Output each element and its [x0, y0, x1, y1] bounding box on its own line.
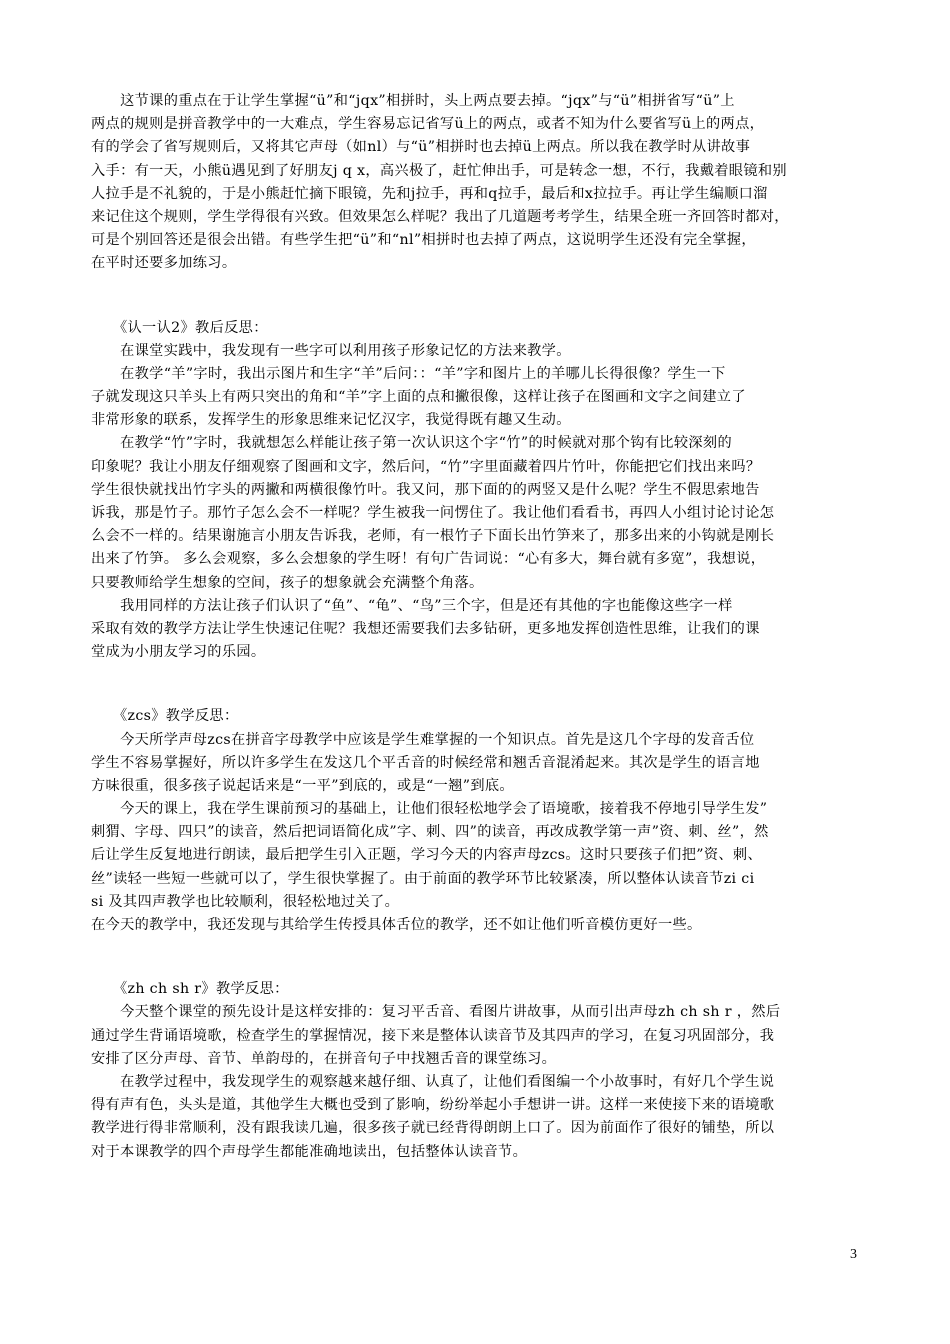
paragraph-line: 后让学生反复地进行朗读，最后把学生引入正题，学习今天的内容声母zcs。这时只要孩子们把”资、刺、 [91, 847, 763, 864]
document-body [91, 90, 881, 1164]
paragraph-line: 通过学生背诵语境歌，检查学生的掌握情况，接下来是整体认读音节及其四声的学习，在复习巩固部分，我 [91, 1027, 775, 1044]
paragraph-line: 在教学过程中，我发现学生的观察越来越仔细、认真了，让他们看图编一个小故事时，有好几个学生说 [91, 1073, 775, 1090]
paragraph-line: 这节课的重点在于让学生掌握“ü”和“jqx”相拼时，头上两点要去掉。“jqx”与“ü”相拼省写“ü”上 [91, 93, 735, 109]
paragraph-line: 只要教师给学生想象的空间，孩子的想象就会充满整个角落。 [91, 574, 484, 591]
paragraph-line: 印象呢？我让小朋友仔细观察了图画和文字，然后问，“竹”字里面藏着四片竹叶，你能把它们找出来吗？ [91, 458, 761, 475]
paragraph-line: 刺猬、字母、四只”的读音，然后把词语简化成”字、刺、四”的读音，再改成教学第一声”资、刺、丝”，然 [91, 824, 769, 841]
paragraph-line: 入手：有一天，小熊ü遇见到了好朋友j q x，高兴极了，赶忙伸出手，可是转念一想，不行，我戴着眼镜和别 [91, 162, 787, 179]
paragraph-line: 学生不容易掌握好，所以许多学生在发这几个平舌音的时候经常和翘舌音混淆起来。其次是学生的语言地 [91, 754, 760, 771]
section-heading: 《认一认2》教后反思： [91, 319, 268, 336]
paragraph-line: 在今天的教学中，我还发现与其给学生传授具体舌位的教学，还不如让他们听音模仿更好一些。 [91, 917, 702, 933]
paragraph-line: 今天的课上，我在学生课前预习的基础上，让他们很轻松地学会了语境歌，接着我不停地引导学生发” [91, 801, 768, 818]
section-zcs-reflection [91, 705, 881, 937]
section-heading: 《zcs》教学反思： [91, 708, 239, 725]
paragraph-line: 非常形象的联系，发挥学生的形象思维来记忆汉字，我觉得既有趣又生动。 [91, 412, 571, 429]
section-ü-reflection [91, 90, 881, 276]
paragraph-line: 安排了区分声母、音节、单韵母的，在拼音句子中找翘舌音的课堂练习。 [91, 1050, 557, 1067]
paragraph-line: 两点的规则是拼音教学中的一大难点，学生容易忘记省写ü上的两点，或者不知为什么要省写ü上的两点， [91, 116, 765, 133]
paragraph-line: 方味很重，很多孩子说起话来是“一平”到底的，或是“一翘”到底。 [91, 777, 514, 794]
paragraph-line: 么会不一样的。结果谢施言小朋友告诉我，老师，有一根竹子下面长出竹笋来了，那多出来的小钩就是刚长 [91, 528, 775, 545]
paragraph-line: 丝”读轻一些短一些就可以了，学生很快掌握了。由于前面的教学环节比较紧凑，所以整体认读音节zi ci [91, 870, 755, 887]
paragraph-line: 可是个别回答还是很会出错。有些学生把“ü”和“nl”相拼时也去掉了两点，这说明学生还没有完全掌握， [91, 232, 756, 249]
paragraph-line: 在教学“竹”字时，我就想怎么样能让孩子第一次认识这个字“竹”的时候就对那个钩有比较深刻的 [91, 435, 732, 452]
paragraph-line: 堂成为小朋友学习的乐园。 [91, 644, 266, 661]
section-renyiren2-reflection [91, 317, 881, 665]
section-zhchshr-reflection [91, 978, 881, 1164]
paragraph-line: 出来了竹笋。 多么会观察，多么会想象的学生呀！有句广告词说：“心有多大，舞台就有多宽”，我想说， [91, 551, 766, 568]
paragraph-line: 教学进行得非常顺利，没有跟我读几遍，很多孩子就已经背得朗朗上口了。因为前面作了很好的铺垫，所以 [91, 1120, 775, 1137]
paragraph-line: 对于本课教学的四个声母学生都能准确地读出，包括整体认读音节。 [91, 1143, 528, 1160]
paragraph-line: 在教学“羊”字时，我出示图片和生字“羊”后问：：“羊”字和图片上的羊哪儿长得很像？学生一下 [91, 365, 726, 382]
paragraph-line: 在课堂实践中，我发现有一些字可以利用孩子形象记忆的方法来教学。 [91, 342, 571, 359]
page-number: 3 [850, 1247, 857, 1262]
paragraph-line: 得有声有色，头头是道，其他学生大概也受到了影响，纷纷举起小手想讲一讲。这样一来使接下来的语境歌 [91, 1097, 775, 1114]
paragraph-line: 诉我，那是竹子。那竹子怎么会不一样呢？学生被我一问愣住了。我让他们看看书，再四人小组讨论讨论怎 [91, 505, 775, 521]
paragraph-line: 在平时还要多加练习。 [91, 255, 237, 272]
paragraph-line: 采取有效的教学方法让学生快速记住呢？我想还需要我们去多钻研，更多地发挥创造性思维，让我们的课 [91, 620, 760, 637]
paragraph-line: 学生很快就找出竹字头的两撇和两横很像竹叶。我又问，那下面的的两竖又是什么呢？学生不假思索地告 [91, 481, 760, 498]
paragraph-line: 来记住这个规则，学生学得很有兴致。但效果怎么样呢？我出了几道题考考学生，结果全班一齐回答时都对， [91, 208, 789, 225]
section-heading: 《zh ch sh r》教学反思： [91, 981, 289, 998]
paragraph-line: 有的学会了省写规则后，又将其它声母（如nl）与“ü”相拼时也去掉ü上两点。所以我在教学时从讲故事 [91, 139, 751, 156]
paragraph-line: 今天整个课堂的预先设计是这样安排的：复习平舌音、看图片讲故事，从而引出声母zh ch sh r ，然后 [91, 1004, 781, 1021]
paragraph-line: 子就发现这只羊头上有两只突出的角和“羊”字上面的点和撇很像，这样让孩子在图画和文字之间建立了 [91, 389, 746, 406]
paragraph-line: 人拉手是不礼貌的，于是小熊赶忙摘下眼镜，先和j拉手，再和q拉手，最后和x拉拉手。再让学生编顺口溜 [91, 185, 768, 202]
paragraph-line: 今天所学声母zcs在拼音字母教学中应该是学生难掌握的一个知识点。首先是这几个字母的发音舌位 [91, 731, 755, 748]
paragraph-line: 我用同样的方法让孩子们认识了“鱼”、“龟”、“鸟”三个字，但是还有其他的字也能像这些字一样 [91, 597, 733, 614]
paragraph-line: si 及其四声教学也比较顺利，很轻松地过关了。 [91, 893, 400, 910]
